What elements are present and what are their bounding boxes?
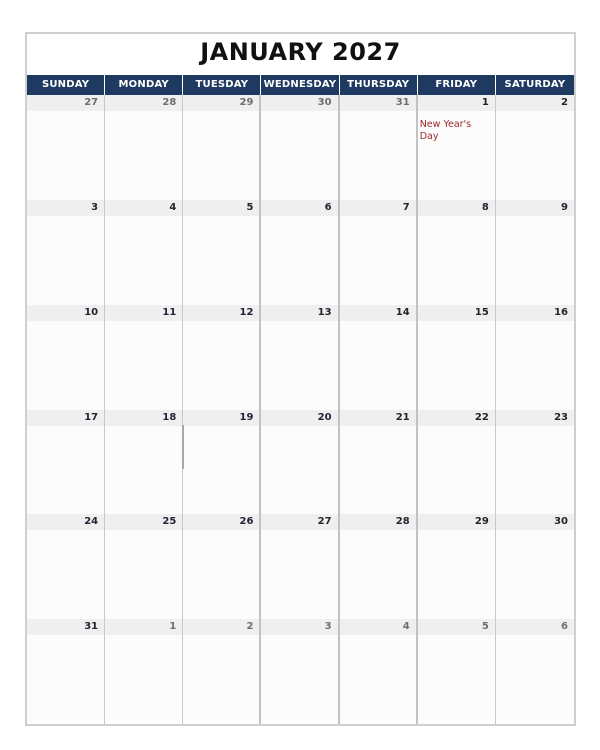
calendar-day-cell[interactable]: [183, 619, 261, 724]
day-number: 2: [496, 95, 574, 111]
day-number: 8: [418, 200, 495, 216]
calendar-day-cell[interactable]: [340, 95, 418, 200]
calendar-day-cell[interactable]: [496, 200, 574, 305]
day-number: 19: [183, 410, 259, 426]
weekday-thursday: THURSDAY: [340, 75, 418, 95]
calendar-day-cell[interactable]: [105, 305, 183, 410]
calendar-day-cell[interactable]: [261, 619, 339, 724]
calendar-day-cell[interactable]: [418, 410, 496, 515]
calendar-day-cell[interactable]: [261, 514, 339, 619]
calendar-grid: [27, 95, 574, 724]
day-number: 17: [27, 410, 104, 426]
day-number: 15: [418, 305, 495, 321]
weekday-header-row: [27, 75, 574, 95]
day-number: 24: [27, 514, 104, 530]
day-number: 16: [496, 305, 574, 321]
day-number: 26: [183, 514, 259, 530]
calendar-day-cell[interactable]: [27, 305, 105, 410]
day-number: 31: [340, 95, 416, 111]
calendar-day-cell[interactable]: [418, 619, 496, 724]
day-number: 6: [261, 200, 337, 216]
calendar-day-cell[interactable]: [183, 95, 261, 200]
calendar-day-cell[interactable]: [340, 410, 418, 515]
day-number: 2: [183, 619, 259, 635]
calendar-day-cell[interactable]: [261, 200, 339, 305]
weekday-tuesday: TUESDAY: [183, 75, 261, 95]
calendar-day-cell[interactable]: [496, 95, 574, 200]
calendar-day-cell[interactable]: [183, 514, 261, 619]
day-number: 13: [261, 305, 337, 321]
calendar-day-cell[interactable]: [418, 95, 496, 200]
calendar-day-cell[interactable]: [105, 200, 183, 305]
calendar-day-cell[interactable]: [418, 305, 496, 410]
day-number: 4: [340, 619, 416, 635]
day-number: 31: [27, 619, 104, 635]
calendar-day-cell[interactable]: [27, 95, 105, 200]
weekday-saturday: SATURDAY: [504, 79, 566, 90]
calendar-day-cell[interactable]: [27, 410, 105, 515]
calendar-day-cell[interactable]: [105, 95, 183, 200]
holiday-event: New Year's Day: [419, 119, 472, 142]
day-number: 28: [105, 95, 182, 111]
day-number: 3: [261, 619, 337, 635]
day-number: 23: [496, 410, 574, 426]
calendar-day-cell[interactable]: [418, 200, 496, 305]
day-number: 29: [183, 95, 259, 111]
day-number: 3: [27, 200, 104, 216]
day-number: 30: [261, 95, 337, 111]
calendar-day-cell[interactable]: [183, 410, 261, 515]
calendar-day-cell[interactable]: [340, 200, 418, 305]
day-number: 27: [261, 514, 337, 530]
weekday-sunday: SUNDAY: [27, 75, 105, 95]
calendar-day-cell[interactable]: [105, 514, 183, 619]
calendar-title: JANUARY 2027: [200, 38, 401, 66]
calendar-day-cell[interactable]: [261, 95, 339, 200]
day-number: 22: [418, 410, 495, 426]
day-number: 14: [340, 305, 416, 321]
calendar-day-cell[interactable]: [105, 619, 183, 724]
calendar-day-cell[interactable]: [27, 200, 105, 305]
day-number: 28: [340, 514, 416, 530]
calendar-day-cell[interactable]: [27, 514, 105, 619]
calendar-sheet: [25, 32, 576, 726]
day-number: 18: [105, 410, 182, 426]
day-number: 9: [496, 200, 574, 216]
column-divider-mark: [182, 425, 184, 469]
day-number: 27: [27, 95, 104, 111]
calendar-day-cell[interactable]: [496, 514, 574, 619]
day-number: 1: [418, 95, 495, 111]
calendar-day-cell[interactable]: [496, 619, 574, 724]
day-number: 10: [27, 305, 104, 321]
calendar-day-cell[interactable]: [340, 305, 418, 410]
day-number: 11: [105, 305, 182, 321]
day-number: 1: [105, 619, 182, 635]
day-number: 12: [183, 305, 259, 321]
day-number: 7: [340, 200, 416, 216]
day-number: 4: [105, 200, 182, 216]
day-number: 21: [340, 410, 416, 426]
day-number: 20: [261, 410, 337, 426]
calendar-day-cell[interactable]: [105, 410, 183, 515]
calendar-day-cell[interactable]: [418, 514, 496, 619]
day-number: 30: [496, 514, 574, 530]
calendar-day-cell[interactable]: [261, 410, 339, 515]
weekday-wednesday: WEDNESDAY: [261, 75, 339, 95]
day-number: 5: [183, 200, 259, 216]
weekday-monday: MONDAY: [105, 75, 183, 95]
day-number: 6: [496, 619, 574, 635]
weekday-friday: FRIDAY: [418, 75, 496, 95]
calendar-day-cell[interactable]: [27, 619, 105, 724]
calendar-day-cell[interactable]: [496, 305, 574, 410]
calendar-day-cell[interactable]: [340, 514, 418, 619]
day-number: 5: [418, 619, 495, 635]
calendar-day-cell[interactable]: [496, 410, 574, 515]
calendar-day-cell[interactable]: [183, 305, 261, 410]
day-number: 25: [105, 514, 182, 530]
calendar-day-cell[interactable]: [261, 305, 339, 410]
day-number: 29: [418, 514, 495, 530]
calendar-day-cell[interactable]: [183, 200, 261, 305]
calendar-day-cell[interactable]: [340, 619, 418, 724]
